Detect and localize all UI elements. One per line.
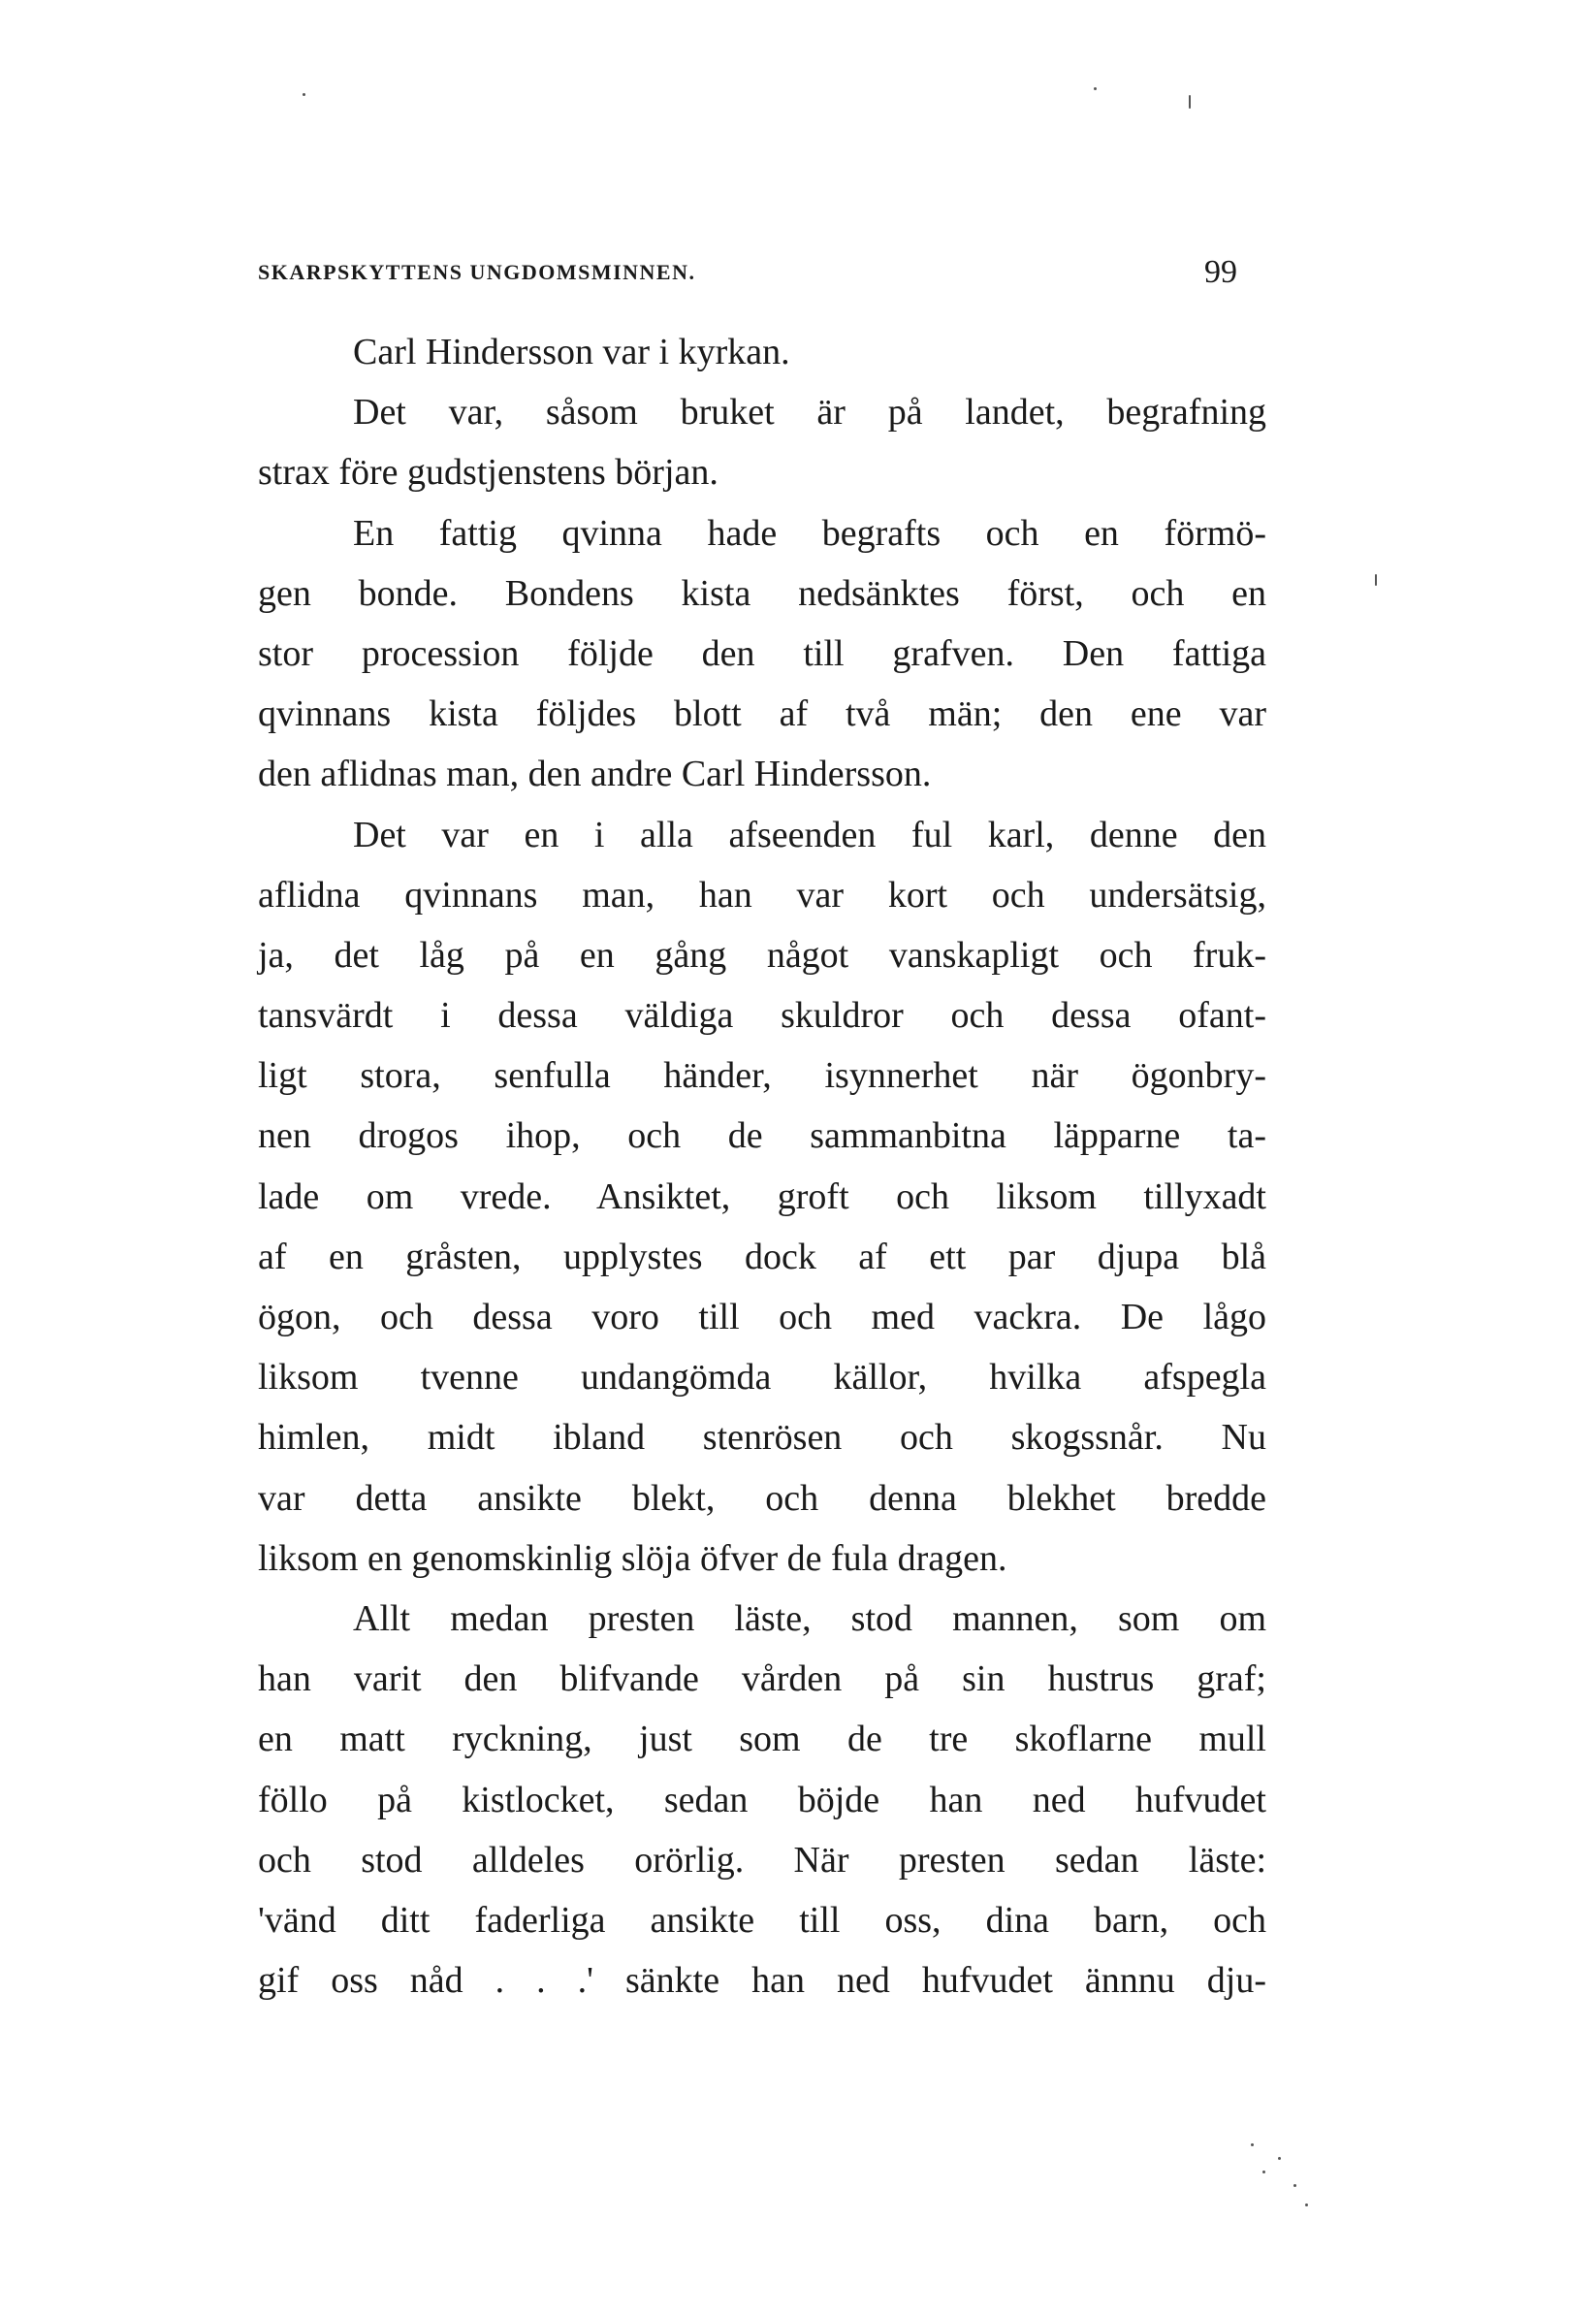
- text-line: nen drogos ihop, och de sammanbitna läpparne ta-: [258, 1115, 1266, 1157]
- paper-speck: [1305, 2203, 1308, 2206]
- paper-speck: [1251, 2143, 1254, 2146]
- text-line: ögon, och dessa voro till och med vackra. De lågo: [258, 1297, 1266, 1337]
- text-line: 'vänd ditt faderliga ansikte till oss, dina barn, och: [258, 1899, 1266, 1941]
- body-text: [258, 322, 1266, 2010]
- text-line: liksom tvenne undangömda källor, hvilka afspegla: [258, 1357, 1266, 1399]
- text-line: strax före gudstjenstens början.: [258, 452, 718, 494]
- running-title: SKARPSKYTTENS UNGDOMSMINNEN.: [258, 260, 696, 284]
- paper-speck: [1278, 2157, 1281, 2160]
- text-line: gif oss nåd . . .' sänkte han ned hufvudet ännnu dju-: [258, 1960, 1266, 2002]
- paper-speck: [1094, 87, 1097, 90]
- text-line: Det var en i alla afseenden ful karl, denne den: [353, 814, 1266, 855]
- text-line: tansvärdt i dessa väldiga skuldror och dessa ofant-: [258, 995, 1266, 1037]
- text-line: han varit den blifvande vården på sin hustrus graf;: [258, 1658, 1266, 1700]
- paper-speck: [1262, 2171, 1265, 2173]
- text-line: Allt medan presten läste, stod mannen, som om: [353, 1597, 1266, 1639]
- text-line: qvinnans kista följdes blott af två män; den ene var: [258, 693, 1266, 735]
- paper-speck: [303, 93, 305, 96]
- text-line: föllo på kistlocket, sedan böjde han ned hufvudet: [258, 1779, 1266, 1820]
- page-number: 99: [1204, 254, 1237, 290]
- text-line: aflidna qvinnans man, han var kort och undersätsig,: [258, 874, 1266, 916]
- paper-speck: [1375, 574, 1377, 586]
- text-line: ligt stora, senfulla händer, isynnerhet när ögonbry-: [258, 1055, 1266, 1097]
- text-line: och stod alldeles orörlig. När presten sedan läste:: [258, 1839, 1266, 1881]
- text-line: var detta ansikte blekt, och denna blekhet bredde: [258, 1477, 1266, 1519]
- text-line: gen bonde. Bondens kista nedsänktes först, och en: [258, 572, 1266, 614]
- text-line: af en gråsten, upplystes dock af ett par djupa blå: [258, 1236, 1266, 1277]
- text-line: Carl Hindersson var i kyrkan.: [353, 332, 790, 372]
- text-line: Det var, såsom bruket är på landet, begrafning: [353, 392, 1266, 434]
- text-line: stor procession följde den till grafven. Den fattiga: [258, 632, 1266, 674]
- text-line: ja, det låg på en gång något vanskapligt och fruk-: [258, 934, 1266, 976]
- paper-speck: [1189, 95, 1191, 109]
- text-line: lade om vrede. Ansiktet, groft och liksom tillyxadt: [258, 1175, 1266, 1217]
- text-line: himlen, midt ibland stenrösen och skogssnår. Nu: [258, 1417, 1266, 1459]
- text-line: liksom en genomskinlig slöja öfver de fula dragen.: [258, 1537, 1007, 1579]
- paper-speck: [1293, 2184, 1296, 2187]
- text-line: den aflidnas man, den andre Carl Hindersson.: [258, 754, 932, 795]
- text-line: En fattig qvinna hade begrafts och en förmö-: [353, 512, 1266, 554]
- text-line: en matt ryckning, just som de tre skoflarne mull: [258, 1719, 1266, 1760]
- running-head: [258, 254, 1237, 293]
